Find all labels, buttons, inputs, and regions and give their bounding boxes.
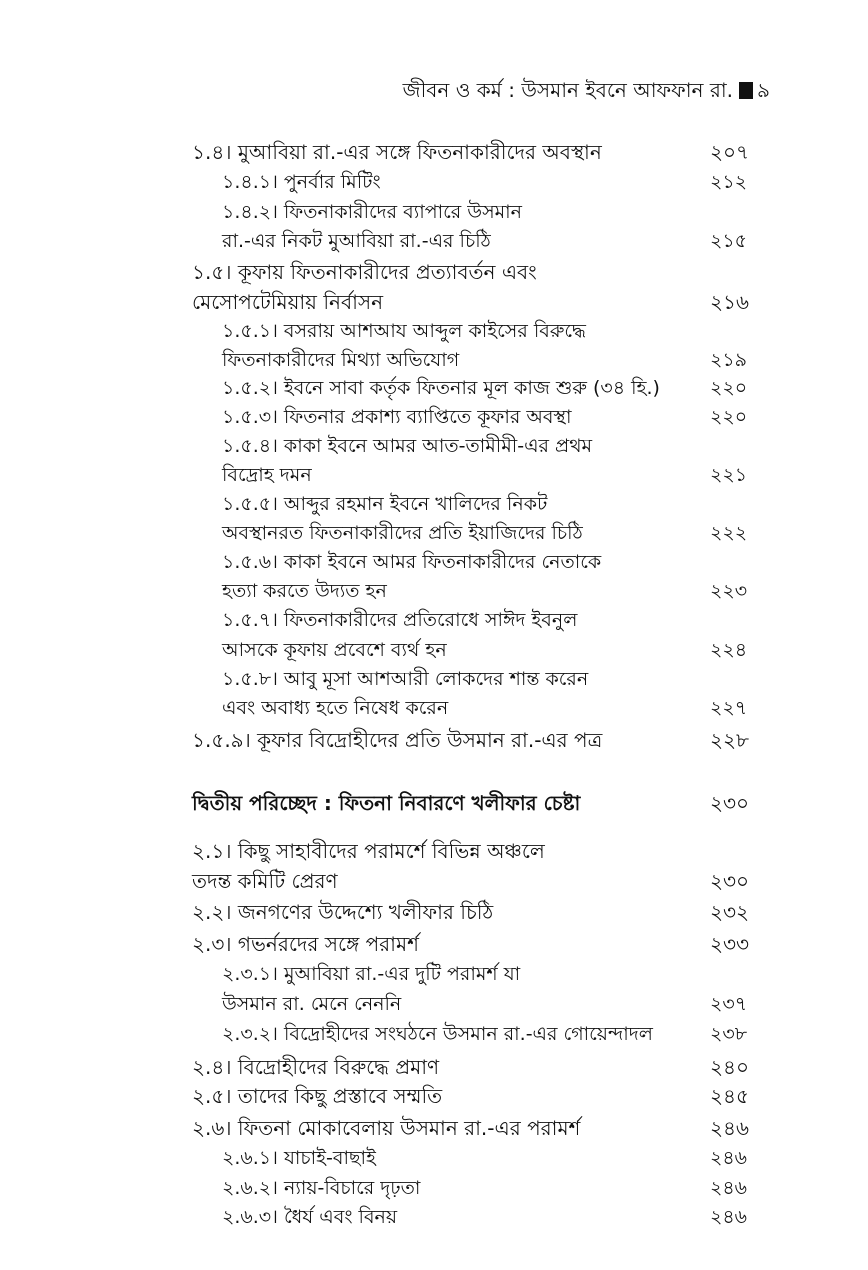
toc-entry-title: দ্বিতীয় পরিচ্ছেদ : ফিতনা নিবারণে খলীফার চেষ্টা xyxy=(192,791,581,815)
toc-entry-page-number: ২৩৮ xyxy=(710,1023,748,1045)
toc-entry-title: বিদ্রোহ দমন xyxy=(222,464,312,486)
toc-entry xyxy=(0,1143,868,1173)
toc-entry-title: ১.৫.৩। ফিতনার প্রকাশ্য ব্যাপ্তিতে কূফার অবস্থা xyxy=(222,406,572,428)
toc-entry-title: ১.৪.২। ফিতনাকারীদের ব্যাপারে উসমান xyxy=(222,201,523,223)
toc-entry-title: ১.৫.৮। আবু মূসা আশআরী লোকদের শান্ত করেন xyxy=(222,668,589,690)
toc-entry xyxy=(0,257,868,287)
toc-entry-title: ১.৫.৯। কূফার বিদ্রোহীদের প্রতি উসমান রা.-এর পত্র xyxy=(192,728,603,752)
toc-entry-title: ২.৬.১। যাচাই-বাছাই xyxy=(222,1147,376,1169)
toc-entry xyxy=(0,897,868,927)
toc-entry xyxy=(0,1052,868,1082)
toc-entry xyxy=(0,664,868,694)
toc-entry-page-number: ২৩০ xyxy=(710,791,750,815)
toc-entry-page-number: ২১৫ xyxy=(710,230,748,252)
toc-entry xyxy=(0,518,868,548)
toc-entry-page-number: ২২২ xyxy=(710,522,748,544)
toc-entry-page-number: ২২৪ xyxy=(710,639,748,661)
toc-entry xyxy=(0,460,868,490)
toc-entry xyxy=(0,345,868,375)
toc-entry-title: ১.৫.২। ইবনে সাবা কর্তৃক ফিতনার মূল কাজ শুরু (৩৪ হি.) xyxy=(222,377,660,399)
toc-entry-title: রা.-এর নিকট মুআবিয়া রা.-এর চিঠি xyxy=(222,230,491,252)
toc-entry xyxy=(0,431,868,461)
toc-entry-title: অবস্থানরত ফিতনাকারীদের প্রতি ইয়াজিদের চিঠি xyxy=(222,522,583,544)
toc-entry-page-number: ২৪৬ xyxy=(710,1206,748,1228)
toc-entry-title: ২.৬। ফিতনা মোকাবেলায় উসমান রা.-এর পরামর্শ xyxy=(192,1116,581,1140)
toc-entry-title: ১.৪.১। পুনর্বার মিটিং xyxy=(222,171,381,193)
toc-entry xyxy=(0,1081,868,1111)
toc-entry-title: ১.৫.৬। কাকা ইবনে আমর ফিতনাকারীদের নেতাকে xyxy=(222,551,602,573)
toc-entry-title: ২.৬.৩। ধৈর্য এবং বিনয় xyxy=(222,1206,398,1228)
toc-entry xyxy=(0,605,868,635)
running-title: জীবন ও কর্ম : উসমান ইবনে আফফান রা. xyxy=(402,78,734,102)
toc-entry xyxy=(0,866,868,896)
toc-entry xyxy=(0,1019,868,1049)
toc-entry-page-number: ২০৭ xyxy=(710,140,750,164)
toc-entry-page-number: ২২৭ xyxy=(710,697,748,719)
toc-entry-page-number: ২৩৩ xyxy=(710,932,750,956)
toc-entry-title: ১.৫.৪। কাকা ইবনে আমর আত-তামীমী-এর প্রথম xyxy=(222,435,593,457)
toc-entry xyxy=(0,226,868,256)
toc-entry-page-number: ২৪৬ xyxy=(710,1147,748,1169)
toc-entry-page-number: ২২১ xyxy=(710,464,748,486)
toc-entry xyxy=(0,788,868,818)
toc-entry xyxy=(0,1202,868,1232)
toc-entry xyxy=(0,402,868,432)
toc-entry-page-number: ২২০ xyxy=(710,406,748,428)
toc-entry xyxy=(0,373,868,403)
toc-entry xyxy=(0,836,868,866)
toc-entry-title: আসকে কূফায় প্রবেশে ব্যর্থ হন xyxy=(222,639,447,661)
toc-entry-page-number: ২২৩ xyxy=(710,580,748,602)
toc-entry-page-number: ২৪০ xyxy=(710,1055,749,1079)
toc-entry-page-number: ২২০ xyxy=(710,377,748,399)
toc-entry-title: ২.৬.২। ন্যায়-বিচারে দৃঢ়তা xyxy=(222,1177,421,1199)
toc-entry-title: ফিতনাকারীদের মিথ্যা অভিযোগ xyxy=(222,349,460,371)
toc-entry-title: ২.১। কিছু সাহাবীদের পরামর্শে বিভিন্ন অঞ্চলে xyxy=(192,839,545,863)
toc-entry xyxy=(0,1113,868,1143)
toc-entry xyxy=(0,989,868,1019)
toc-entry-title: হত্যা করতে উদ্যত হন xyxy=(222,580,387,602)
toc-entry xyxy=(0,635,868,665)
toc-entry-title: ২.৪। বিদ্রোহীদের বিরুদ্ধে প্রমাণ xyxy=(192,1055,440,1079)
toc-entry-page-number: ২১৬ xyxy=(710,290,749,314)
toc-entry-page-number: ২২৮ xyxy=(710,728,749,752)
toc-entry-page-number: ২১৯ xyxy=(710,349,748,371)
toc-entry xyxy=(0,287,868,317)
toc-entry-page-number: ২১২ xyxy=(710,171,748,193)
toc-entry xyxy=(0,725,868,755)
toc-entry xyxy=(0,167,868,197)
toc-entry-title: ১.৪। মুআবিয়া রা.-এর সঙ্গে ফিতনাকারীদের অবস্থান xyxy=(192,140,602,164)
toc-entry-title: তদন্ত কমিটি প্রেরণ xyxy=(192,869,338,893)
toc-entry xyxy=(0,576,868,606)
toc-entry xyxy=(0,929,868,959)
toc-entry-title: এবং অবাধ্য হতে নিষেধ করেন xyxy=(222,697,449,719)
toc-entry-page-number: ২৩২ xyxy=(710,900,750,924)
toc-entry-page-number: ২৪৫ xyxy=(710,1084,749,1108)
toc-entry-title: মেসোপটেমিয়ায় নির্বাসন xyxy=(192,290,384,314)
toc-entry-title: ২.৩.২। বিদ্রোহীদের সংঘঠনে উসমান রা.-এর গোয়েন্দাদল xyxy=(222,1023,653,1045)
header-page-number: ৯ xyxy=(757,78,770,102)
toc-entry-title: ২.৩.১। মুআবিয়া রা.-এর দুটি পরামর্শ যা xyxy=(222,963,521,985)
toc-entry xyxy=(0,1173,868,1203)
toc-entry xyxy=(0,316,868,346)
toc-entry-page-number: ২৩০ xyxy=(710,869,750,893)
toc-entry-page-number: ২৪৬ xyxy=(710,1116,749,1140)
toc-entry xyxy=(0,547,868,577)
toc-entry xyxy=(0,197,868,227)
toc-entry-title: ১.৫.৫। আব্দুর রহমান ইবনে খালিদের নিকট xyxy=(222,493,548,515)
toc-entry-title: ২.৫। তাদের কিছু প্রস্তাবে সম্মতি xyxy=(192,1084,443,1108)
toc-entry-title: ২.৩। গভর্নরদের সঙ্গে পরামর্শ xyxy=(192,932,419,956)
toc-entry-page-number: ২৪৬ xyxy=(710,1177,748,1199)
toc-entry-title: ১.৫.১। বসরায় আশআয আব্দুল কাইসের বিরুদ্ধে xyxy=(222,320,586,342)
toc-entry-title: ১.৫.৭। ফিতনাকারীদের প্রতিরোধে সাঈদ ইবনুল xyxy=(222,609,578,631)
toc-entry xyxy=(0,137,868,167)
toc-entry xyxy=(0,959,868,989)
toc-entry-page-number: ২৩৭ xyxy=(710,993,748,1015)
toc-entry-title: উসমান রা. মেনে নেননি xyxy=(222,993,402,1015)
toc-entry-title: ১.৫। কূফায় ফিতনাকারীদের প্রত্যাবর্তন এবং xyxy=(192,260,537,284)
toc-entry xyxy=(0,489,868,519)
toc-entry-title: ২.২। জনগণের উদ্দেশ্যে খলীফার চিঠি xyxy=(192,900,494,924)
toc-entry xyxy=(0,693,868,723)
